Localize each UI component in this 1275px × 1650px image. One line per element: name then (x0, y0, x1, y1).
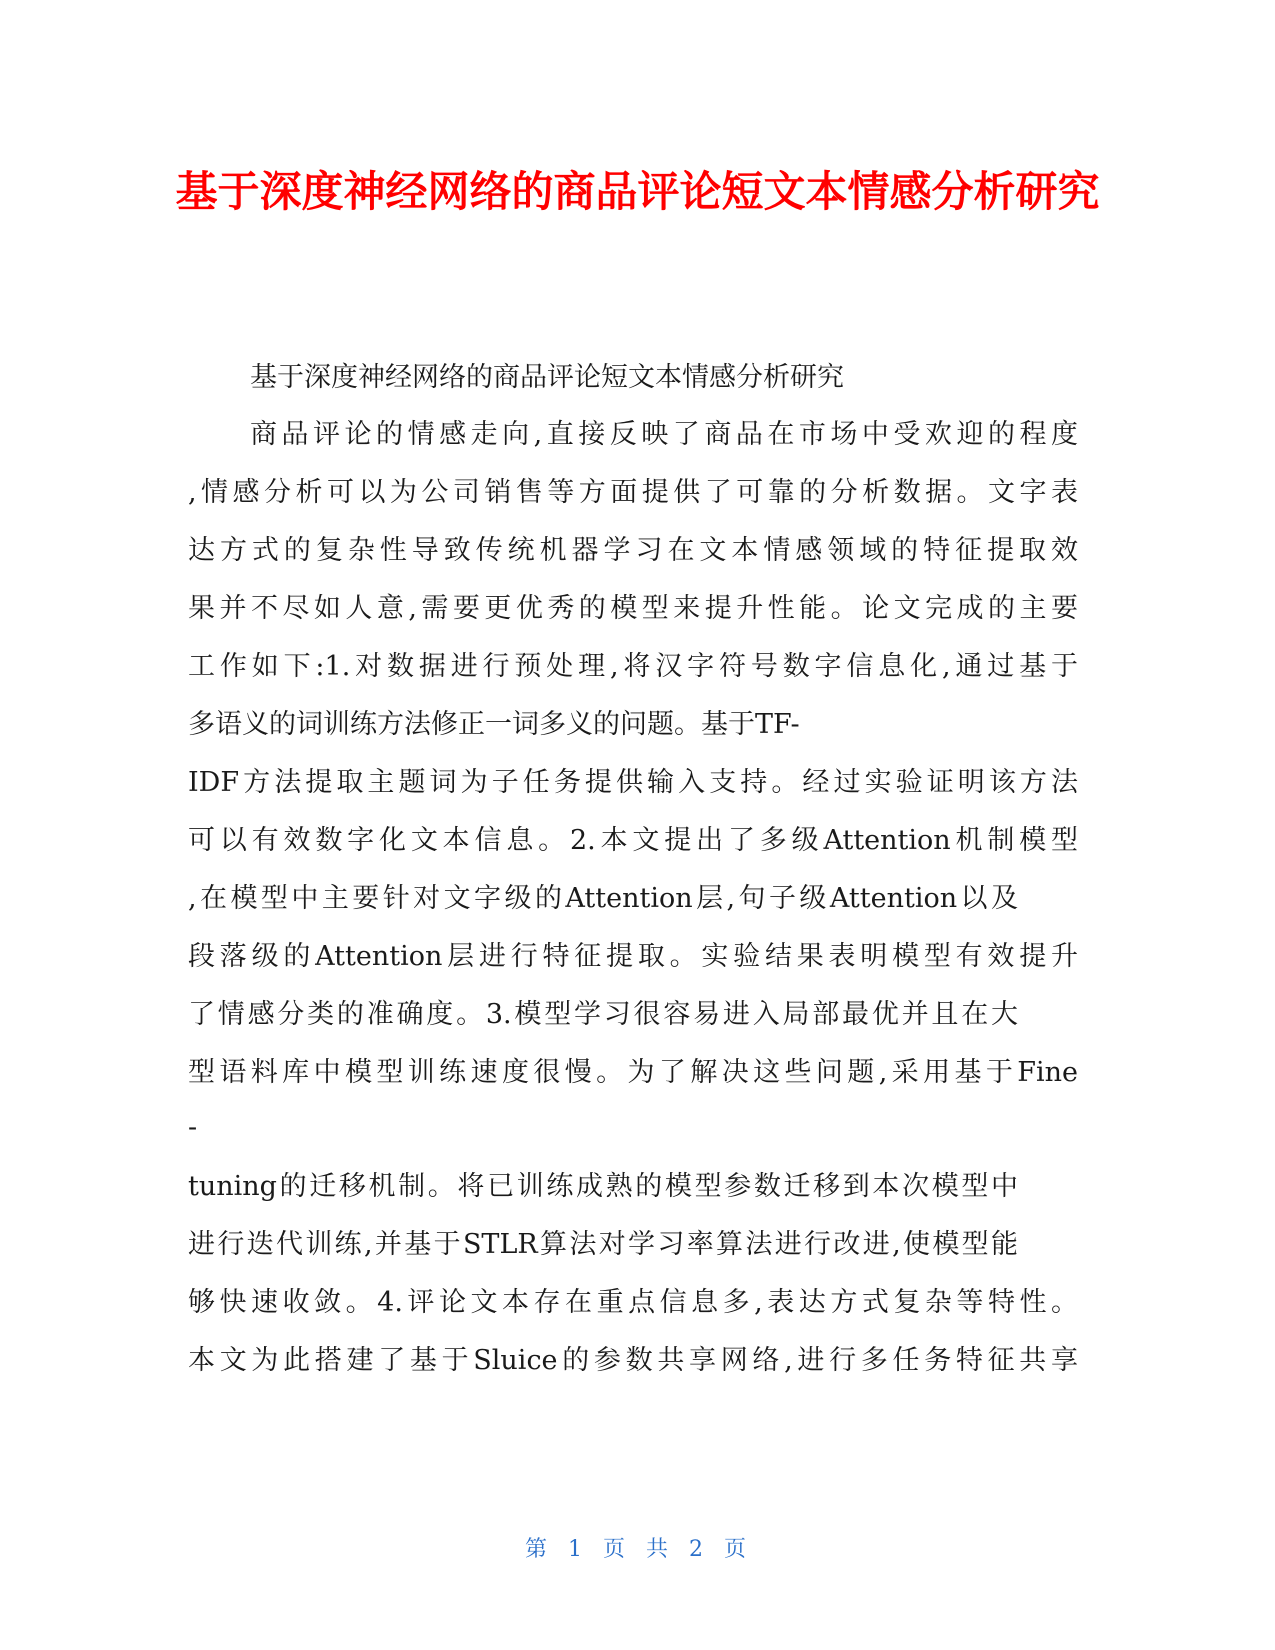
document-title: 基于深度神经网络的商品评论短文本情感分析研究 (175, 167, 1100, 216)
body-line: ,情感分析可以为公司销售等方面提供了可靠的分析数据。文字表 (188, 477, 1078, 508)
subtitle-line: 基于深度神经网络的商品评论短文本情感分析研究 (250, 362, 844, 393)
body-line: 段落级的Attention层进行特征提取。实验结果表明模型有效提升 (188, 941, 1078, 972)
body-line: 多语义的词训练方法修正一词多义的问题。基于TF- (188, 709, 800, 740)
body-line: tuning的迁移机制。将已训练成熟的模型参数迁移到本次模型中 (188, 1171, 1018, 1202)
body-line: 果并不尽如人意,需要更优秀的模型来提升性能。论文完成的主要 (188, 593, 1078, 624)
body-line: ,在模型中主要针对文字级的Attention层,句子级Attention以及 (188, 883, 1018, 914)
body-line: 够快速收敛。4.评论文本存在重点信息多,表达方式复杂等特性。 (188, 1287, 1078, 1318)
body-line: 达方式的复杂性导致传统机器学习在文本情感领域的特征提取效 (188, 535, 1078, 566)
body-line: 型语料库中模型训练速度很慢。为了解决这些问题,采用基于Fine (188, 1057, 1078, 1088)
body-line: - (188, 1112, 198, 1143)
body-line: 商品评论的情感走向,直接反映了商品在市场中受欢迎的程度 (250, 419, 1078, 450)
body-line: IDF方法提取主题词为子任务提供输入支持。经过实验证明该方法 (188, 767, 1078, 798)
body-line: 可以有效数字化文本信息。2.本文提出了多级Attention机制模型 (188, 825, 1078, 856)
page-number-footer: 第 1 页 共 2 页 (525, 1537, 750, 1562)
body-line: 本文为此搭建了基于Sluice的参数共享网络,进行多任务特征共享 (188, 1345, 1078, 1376)
body-line: 进行迭代训练,并基于STLR算法对学习率算法进行改进,使模型能 (188, 1229, 1018, 1260)
body-line: 工作如下:1.对数据进行预处理,将汉字符号数字信息化,通过基于 (188, 651, 1078, 682)
body-line: 了情感分类的准确度。3.模型学习很容易进入局部最优并且在大 (188, 999, 1018, 1030)
